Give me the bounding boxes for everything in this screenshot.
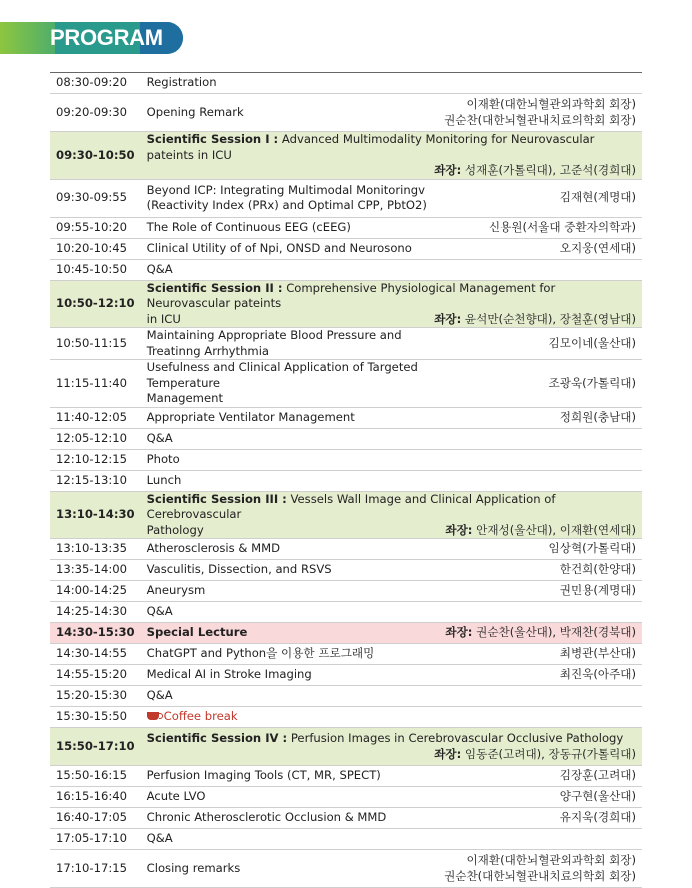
title-cell: Q&A [141,829,438,850]
schedule-row [50,644,642,665]
speaker-cell [438,470,642,491]
session-title: Comprehensive Physiological Management for Neurovascular pateints [146,280,556,310]
title-cell: Maintaining Appropriate Blood Pressure and Treatinng Arrhythmia [141,328,438,360]
session-label: Scientific Session III : [146,491,287,506]
session-title: Vessels Wall Image and Clinical Application of Cerebrovascular [146,491,556,521]
speaker-line: 이재환(대한뇌혈관외과학회 회장) [466,97,636,111]
session-cell [141,728,642,766]
speaker-cell: 최진욱(아주대) [438,665,642,686]
title-cell: Clinical Utility of of Npi, ONSD and Neurosono [141,238,438,259]
schedule-row [50,808,642,829]
chair-label: 좌장: [434,311,462,326]
title-cell: Appropriate Ventilator Management [141,407,438,428]
title-line: Usefulness and Clinical Application of Targeted Temperature [146,360,418,390]
schedule-row [50,407,642,428]
schedule-row [50,829,642,850]
session-cell [141,132,642,180]
time-cell: 10:50-11:15 [50,328,141,360]
title-line: Beyond ICP: Integrating Multimodal Monitoringv [146,182,425,197]
title-cell: The Role of Continuous EEG (cEEG) [141,217,438,238]
schedule-row [50,539,642,560]
schedule-row [50,94,642,132]
chair-label: 좌장: [445,625,473,640]
speaker-cell [438,850,642,888]
session-row [50,280,642,328]
chair-label: 좌장: [445,522,473,537]
speaker-cell [438,94,642,132]
title-cell: Atherosclerosis & MMD [141,539,438,560]
title-cell: Q&A [141,428,438,449]
title-cell: Q&A [141,259,438,280]
time-cell: 17:05-17:10 [50,829,141,850]
session-row [50,728,642,766]
time-cell: 12:05-12:10 [50,428,141,449]
speaker-cell [438,686,642,707]
time-cell: 16:15-16:40 [50,787,141,808]
time-cell: 15:20-15:30 [50,686,141,707]
schedule-row [50,787,642,808]
session-cell [141,491,642,539]
speaker-line: 권순찬(대한뇌혈관내치료의학회 회장) [444,112,636,127]
title-line: (Reactivity Index (PRx) and Optimal CPP, PbtO2) [146,198,427,212]
time-cell: 09:20-09:30 [50,94,141,132]
schedule-row [50,707,642,728]
speaker-cell [438,428,642,449]
speaker-cell: 신용원(서울대 중환자의학과) [438,217,642,238]
time-cell: 09:55-10:20 [50,217,141,238]
title-cell: Closing remarks [141,850,438,888]
schedule-row [50,850,642,888]
chair-names: 임동준(고려대), 장동규(가톨릭대) [461,746,636,761]
time-cell: 15:50-16:15 [50,766,141,787]
title-cell: Opening Remark [141,94,438,132]
time-cell: 13:35-14:00 [50,560,141,581]
time-cell: 12:10-12:15 [50,449,141,470]
speaker-cell: 한건희(한양대) [438,560,642,581]
speaker-cell: 양구현(울산대) [438,787,642,808]
speaker-cell: 최병관(부산대) [438,644,642,665]
time-cell: 09:30-09:55 [50,179,141,217]
time-cell: 17:10-17:15 [50,850,141,888]
title-cell: Perfusion Imaging Tools (CT, MR, SPECT) [141,766,438,787]
time-cell: 08:30-09:20 [50,73,141,94]
speaker-cell: 오지웅(연세대) [438,238,642,259]
schedule-row [50,560,642,581]
chair-names: 권순찬(울산대), 박재찬(경북대) [472,625,636,640]
session-cell [141,280,642,328]
schedule-row [50,470,642,491]
speaker-cell: 김모이네(울산대) [438,328,642,360]
title-cell: ChatGPT and Python을 이용한 프로그래밍 [141,644,438,665]
title-cell: Chronic Atherosclerotic Occlusion & MMD [141,808,438,829]
title-cell [141,179,438,217]
chair-label: 좌장: [434,746,462,761]
time-cell: 10:50-12:10 [50,280,141,328]
speaker-cell: 김장훈(고려대) [438,766,642,787]
time-cell: 13:10-13:35 [50,539,141,560]
session-row [50,491,642,539]
coffee-cup-icon [147,712,159,720]
speaker-cell [438,602,642,623]
title-cell: Vasculitis, Dissection, and RSVS [141,560,438,581]
speaker-cell: 정희원(충남대) [438,407,642,428]
title-cell [141,360,438,408]
session-label: Scientific Session II : [146,280,283,295]
time-cell: 14:30-14:55 [50,644,141,665]
page-title: PROGRAM [50,25,163,50]
time-cell: 13:10-14:30 [50,491,141,539]
time-cell: 14:30-15:30 [50,623,141,644]
session-label: Scientific Session I : [146,132,279,146]
title-line: Management [146,391,223,405]
schedule-row [50,259,642,280]
title-cell: Q&A [141,686,438,707]
chair-cell [438,623,642,644]
title-cell: Aneurysm [141,581,438,602]
speaker-cell: 임상혁(가톨릭대) [438,539,642,560]
session-title-cont: Pathology [146,522,204,537]
time-cell: 10:45-10:50 [50,259,141,280]
speaker-cell [438,449,642,470]
session-title: Advanced Multimodality Monitoring for Neurovascular pateints in ICU [146,132,595,162]
time-cell: 14:55-15:20 [50,665,141,686]
schedule-row [50,581,642,602]
speaker-cell [438,707,642,728]
title-cell [141,707,438,728]
session-label: Scientific Session IV : [146,731,288,745]
time-cell: 16:40-17:05 [50,808,141,829]
speaker-cell: 조광욱(가톨릭대) [438,360,642,408]
schedule-row [50,238,642,259]
time-cell: 09:30-10:50 [50,132,141,180]
session-title-cont: in ICU [146,311,181,326]
session-row [50,132,642,180]
title-cell: Registration [141,73,438,94]
title-cell: Photo [141,449,438,470]
special-lecture-row [50,623,642,644]
program-table [50,72,642,888]
time-cell: 12:15-13:10 [50,470,141,491]
time-cell: 11:15-11:40 [50,360,141,408]
title-cell: Lunch [141,470,438,491]
speaker-cell: 김재현(계명대) [438,179,642,217]
schedule-row [50,73,642,94]
speaker-cell [438,829,642,850]
title-cell: Q&A [141,602,438,623]
schedule-row [50,449,642,470]
schedule-row [50,217,642,238]
chair-names: 안재성(울산대), 이재환(연세대) [472,522,636,537]
title-cell: Acute LVO [141,787,438,808]
time-cell: 15:50-17:10 [50,728,141,766]
time-cell: 14:25-14:30 [50,602,141,623]
schedule-row [50,686,642,707]
chair-names: 윤석만(순천향대), 장철훈(영남대) [461,311,636,326]
time-cell: 15:30-15:50 [50,707,141,728]
session-title: Perfusion Images in Cerebrovascular Occlusive Pathology [287,731,624,745]
time-cell: 11:40-12:05 [50,407,141,428]
schedule-row [50,602,642,623]
schedule-row [50,179,642,217]
schedule-row [50,360,642,408]
time-cell: 14:00-14:25 [50,581,141,602]
schedule-row [50,766,642,787]
title-cell: Medical AI in Stroke Imaging [141,665,438,686]
chair-label: 좌장: [434,163,462,177]
speaker-line: 이재환(대한뇌혈관외과학회 회장) [466,853,636,867]
speaker-cell: 권민용(계명대) [438,581,642,602]
time-cell: 10:20-10:45 [50,238,141,259]
schedule-row [50,328,642,360]
coffee-break-label: Coffee break [163,709,238,724]
title-cell: Special Lecture [141,623,438,644]
speaker-cell [438,73,642,94]
chair-names: 성재훈(가톨릭대), 고준석(경희대) [461,163,636,177]
speaker-cell [438,259,642,280]
schedule-row [50,665,642,686]
schedule-row [50,428,642,449]
speaker-line: 권순찬(대한뇌혈관내치료의학회 회장) [444,868,636,883]
speaker-cell: 유지욱(경희대) [438,808,642,829]
